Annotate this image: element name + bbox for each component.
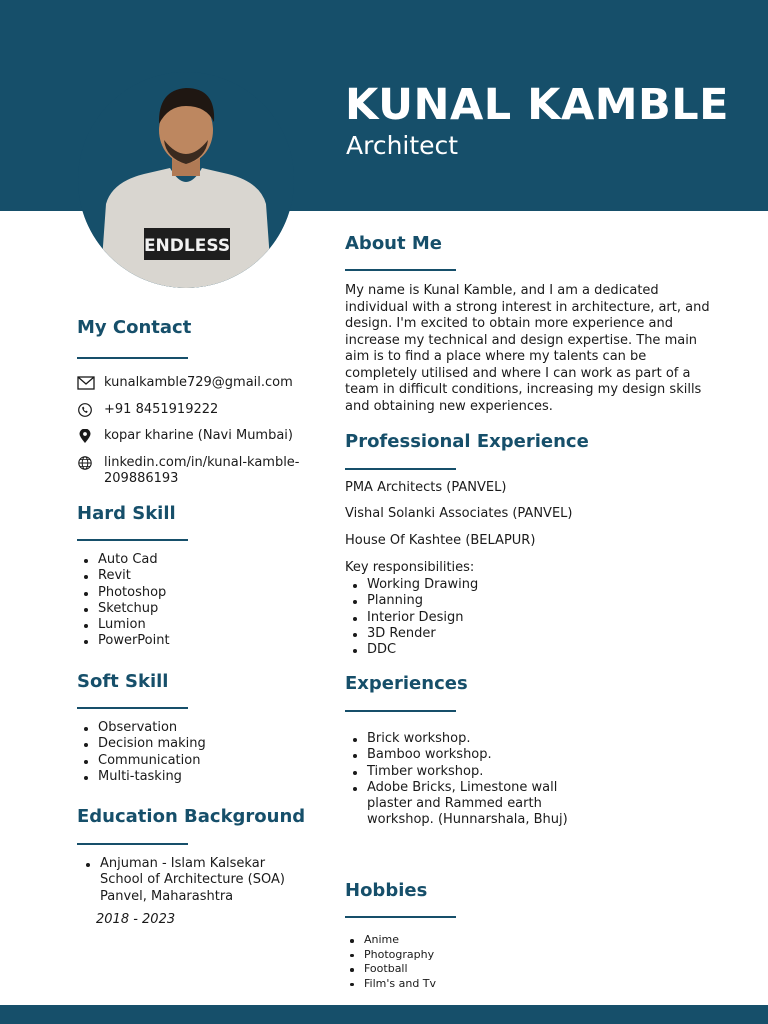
candidate-name: KUNAL KAMBLE: [345, 80, 730, 130]
shirt-logo-text: ENDLESS: [143, 236, 231, 256]
soft-skill-title: Soft Skill: [77, 671, 169, 692]
email-text: kunalkamble729@gmail.com: [104, 375, 293, 390]
responsibilities-list: [345, 577, 478, 658]
list-item: Planning: [345, 593, 478, 609]
location-pin-icon: [77, 429, 95, 443]
list-item: Decision making: [76, 736, 206, 752]
education-line-3: Panvel, Maharashtra: [100, 888, 234, 904]
list-item: 3D Render: [345, 626, 478, 642]
candidate-role: Architect: [346, 131, 459, 160]
about-text: My name is Kunal Kamble, and I am a dedicated individual with a strong interest in architecture, art, and design. I'm excited to obtain more experience and increase my technical and design expertise. The main aim is to find a place where my talents can be completely utilised and where I can work as part of a team in difficult conditions, increasing my design skills and obtaining new experiences.: [345, 283, 710, 414]
list-item: DDC: [345, 642, 478, 658]
hard-skill-divider: [77, 539, 188, 541]
hard-skill-title: Hard Skill: [77, 503, 176, 524]
profile-photo: [78, 72, 294, 288]
education-divider: [77, 843, 188, 845]
professional-title: Professional Experience: [345, 431, 589, 452]
firm-3: House Of Kashtee (BELAPUR): [345, 533, 536, 548]
list-item: Anime: [342, 933, 436, 948]
list-item: Revit: [76, 568, 170, 584]
footer-band: [0, 1005, 768, 1024]
contact-title: My Contact: [77, 317, 192, 338]
education-line-2: School of Architecture (SOA): [100, 872, 285, 888]
contact-divider: [77, 357, 188, 359]
list-item: Lumion: [76, 617, 170, 633]
experiences-list: [345, 731, 568, 829]
location-text: kopar kharine (Navi Mumbai): [104, 428, 293, 443]
phone-icon: [77, 403, 95, 417]
soft-skill-divider: [77, 707, 188, 709]
about-title: About Me: [345, 233, 442, 254]
list-item: Auto Cad: [76, 552, 170, 568]
list-item: Timber workshop.: [345, 764, 568, 780]
education-years: 2018 - 2023: [96, 912, 176, 927]
adobe-line-2: plaster and Rammed earth: [367, 796, 542, 812]
linkedin-line-2: 209886193: [104, 471, 179, 486]
experiences-title: Experiences: [345, 673, 468, 694]
list-item: Brick workshop.: [345, 731, 568, 747]
list-item: Working Drawing: [345, 577, 478, 593]
experiences-divider: [345, 710, 456, 712]
linkedin-line-1: linkedin.com/in/kunal-kamble-: [104, 455, 300, 470]
firm-2: Vishal Solanki Associates (PANVEL): [345, 506, 573, 521]
education-line-1: Anjuman - Islam Kalsekar: [100, 856, 266, 871]
list-item: Observation: [76, 720, 206, 736]
list-item: Communication: [76, 753, 206, 769]
education-title: Education Background: [77, 806, 306, 827]
phone-text: +91 8451919222: [104, 402, 219, 417]
list-item: Interior Design: [345, 610, 478, 626]
soft-skill-list: [76, 720, 206, 785]
list-item: Photoshop: [76, 585, 170, 601]
list-item: Sketchup: [76, 601, 170, 617]
professional-divider: [345, 468, 456, 470]
key-responsibilities-label: Key responsibilities:: [345, 560, 475, 575]
hobbies-list: [342, 933, 436, 991]
hobbies-divider: [345, 916, 456, 918]
list-item: Photography: [342, 948, 436, 963]
adobe-line-1: Adobe Bricks, Limestone wall: [367, 779, 558, 795]
list-item: Multi-tasking: [76, 769, 206, 785]
list-item: Film's and Tv: [342, 977, 436, 992]
list-item: Bamboo workshop.: [345, 747, 568, 763]
hobbies-title: Hobbies: [345, 880, 428, 901]
globe-icon: [77, 456, 95, 470]
hard-skill-list: [76, 552, 170, 650]
list-item: [345, 780, 568, 829]
mail-icon: [77, 376, 95, 390]
adobe-line-3: workshop. (Hunnarshala, Bhuj): [367, 812, 568, 828]
education-item: [78, 856, 285, 905]
list-item: Football: [342, 962, 436, 977]
list-item: PowerPoint: [76, 633, 170, 649]
about-divider: [345, 269, 456, 271]
firm-1: PMA Architects (PANVEL): [345, 480, 507, 495]
education-list: [78, 856, 285, 905]
